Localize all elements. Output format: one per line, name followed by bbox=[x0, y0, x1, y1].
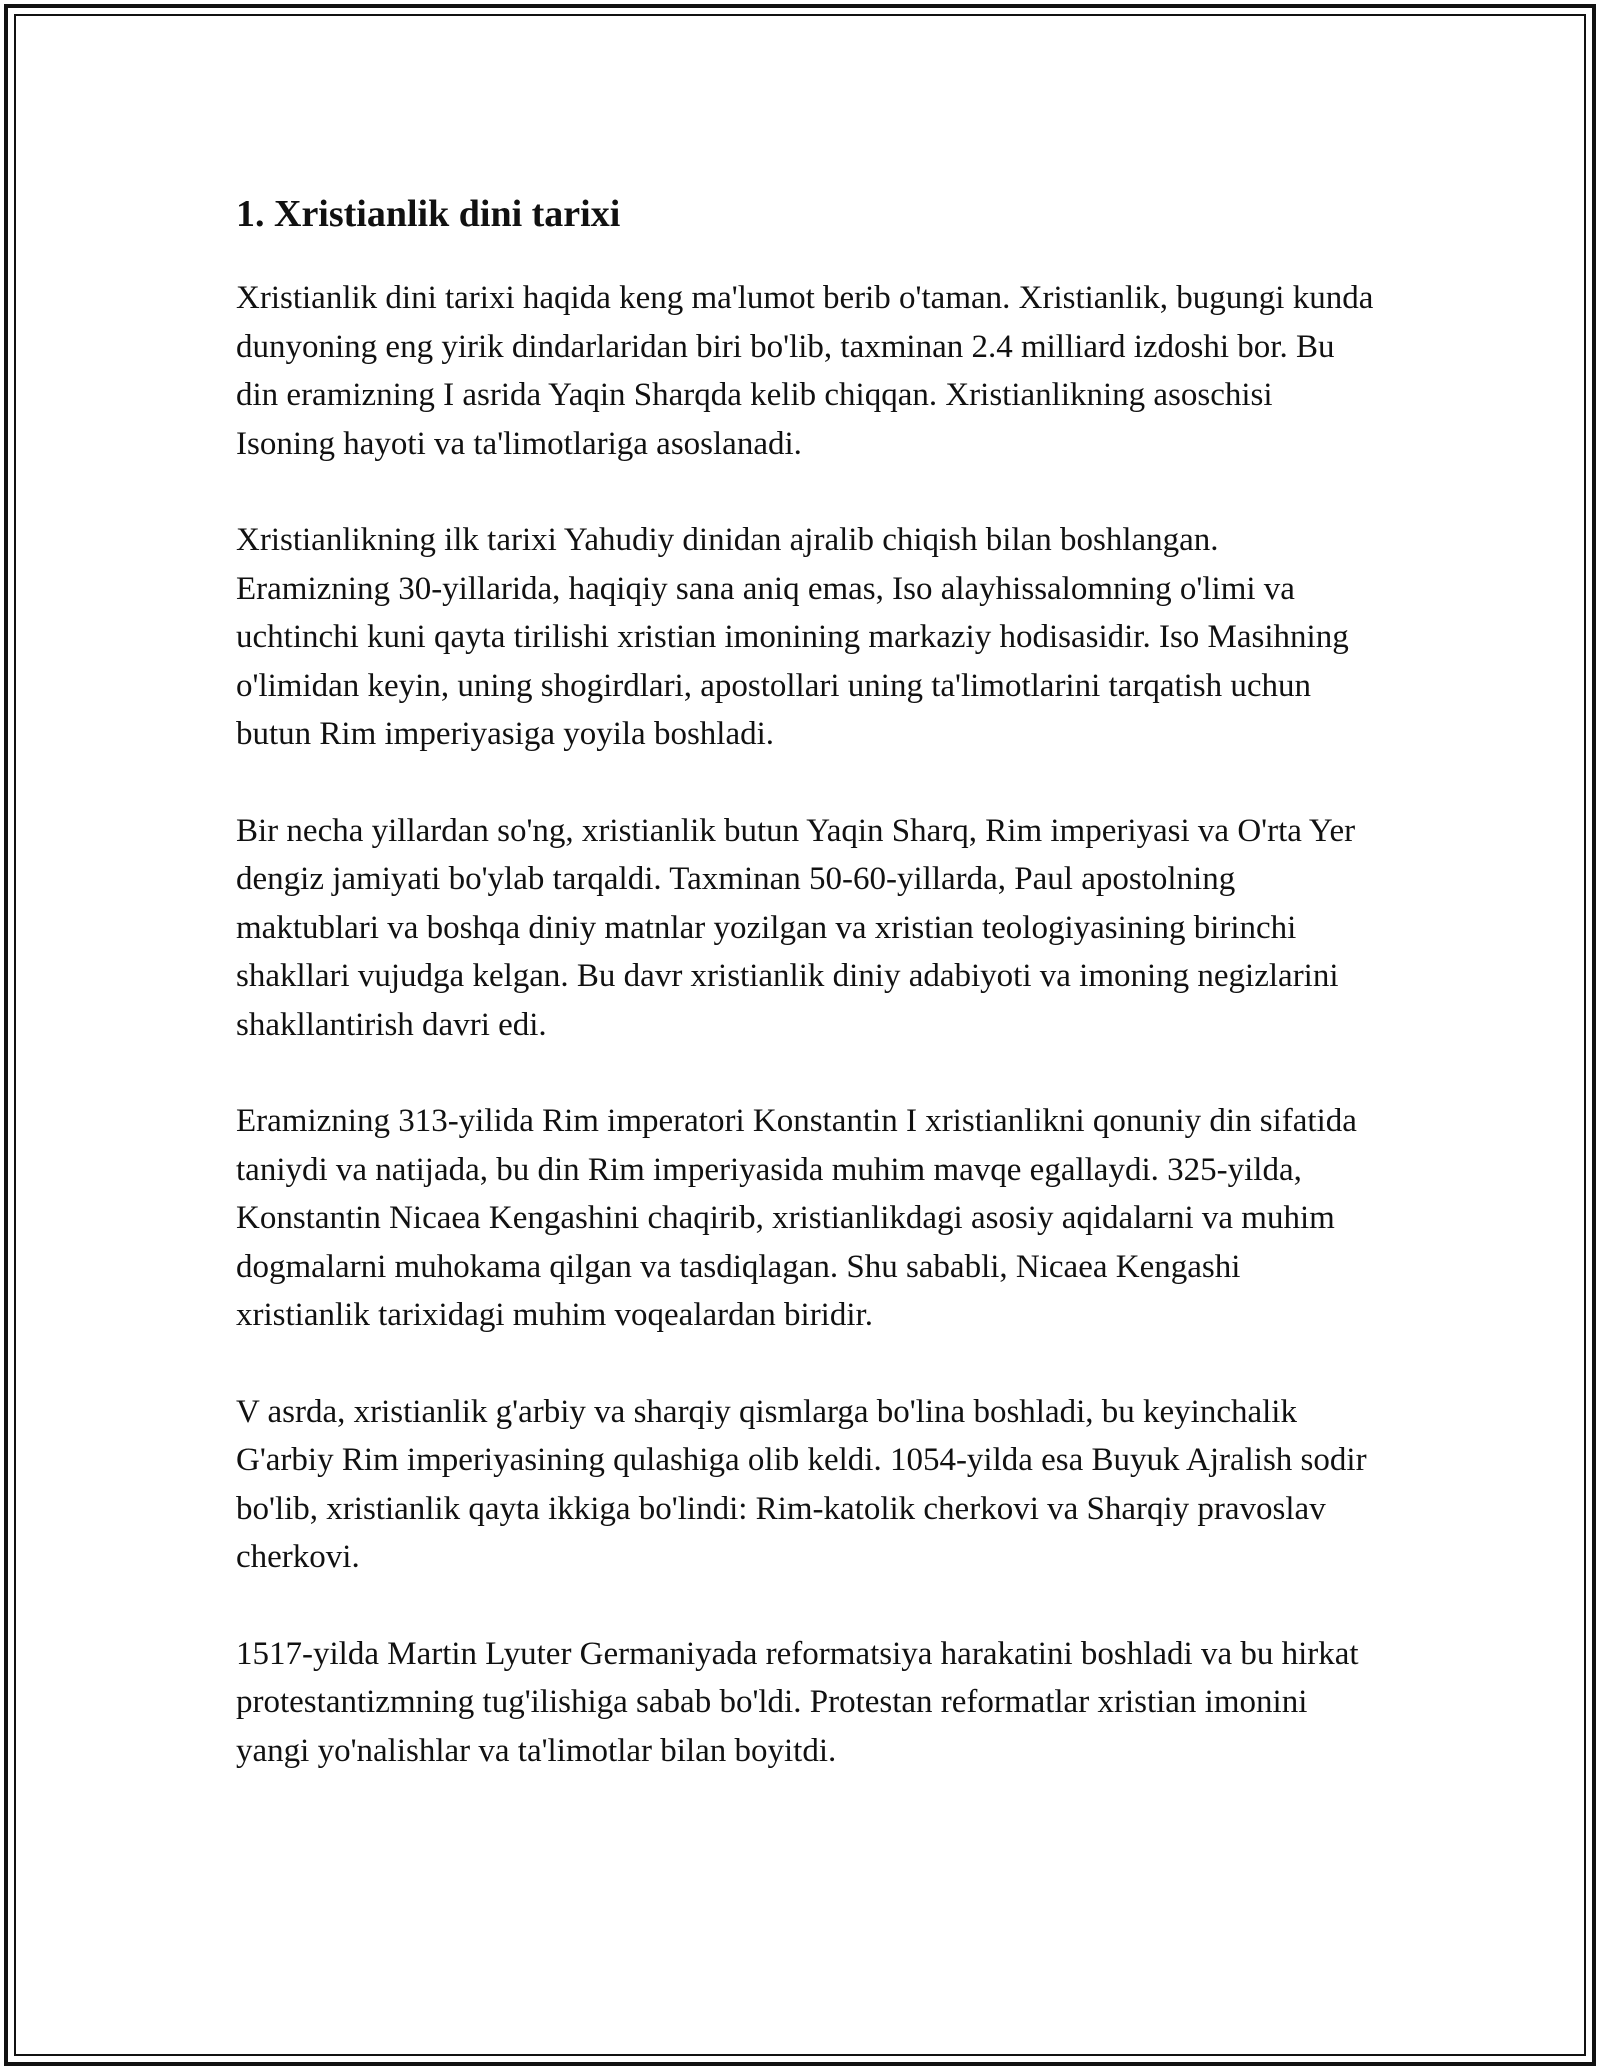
document-body bbox=[236, 188, 1376, 1823]
paragraph-great-schism: V asrda, xristianlik g'arbiy va sharqiy qismlarga bo'lina boshladi, bu keyinchalik G'arbiy Rim imperiyasining qulashiga olib keldi. 1054-yilda esa Buyuk Ajralish sodir bo'lib, xristianlik qayta ikkiga bo'lindi: Rim-katolik cherkovi va Sharqiy pravoslav cherkovi. bbox=[236, 1393, 1367, 1575]
paragraph-constantine: Eramizning 313-yilida Rim imperatori Konstantin I xristianlikni qonuniy din sifatida taniydi va natijada, bu din Rim imperiyasida muhim mavqe egallaydi. 325-yilda, Konstantin Nicaea Kengashini chaqirib, xristianlikdagi asosiy aqidalarni va muhim dogmalarni muhokama qilgan va tasdiqlagan. Shu sababli, Nicaea Kengashi xristianlik tarixidagi muhim voqealardan biridir. bbox=[236, 1103, 1357, 1333]
paragraph-spread: Bir necha yillardan so'ng, xristianlik butun Yaqin Sharq, Rim imperiyasi va O'rta Yer dengiz jamiyati bo'ylab tarqaldi. Taxminan 50-60-yillarda, Paul apostolning maktublari va boshqa diniy matnlar yozilgan va xristian teologiyasining birinchi shakllari vujudga kelgan. Bu davr xristianlik diniy adabiyoti va imoning negizlarini shakllantirish davri edi. bbox=[236, 812, 1356, 1043]
paragraph-intro: Xristianlik dini tarixi haqida keng ma'lumot berib o'taman. Xristianlik, bugungi kunda dunyoning eng yirik dindarlaridan biri bo'lib, taxminan 2.4 milliard izdoshi bor. Bu din eramizning I asrida Yaqin Sharqda kelib chiqqan. Xristianlikning asoschisi Isoning hayoti va ta'limotlariga asoslanadi. bbox=[236, 280, 1374, 462]
document-title: 1. Xristianlik dini tarixi bbox=[236, 193, 621, 235]
paragraph-early-history: Xristianlikning ilk tarixi Yahudiy dinidan ajralib chiqish bilan boshlangan. Eramizning 30-yillarida, haqiqiy sana aniq emas, Iso alayhissalomning o'limi va uchtinchi kuni qayta tirilishi xristian imonining markaziy hodisasidir. Iso Masihning o'limidan keyin, uning shogirdlari, apostollari uning ta'limotlarini tarqatish uchun butun Rim imperiyasiga yoyila boshladi. bbox=[236, 522, 1349, 752]
paragraph-reformation: 1517-yilda Martin Lyuter Germaniyada reformatsiya harakatini boshladi va bu hirkat protestantizmning tug'ilishiga sabab bo'ldi. Protestan reformatlar xristian imonini yangi yo'nalishlar va ta'limotlar bilan boyitdi. bbox=[236, 1635, 1359, 1769]
